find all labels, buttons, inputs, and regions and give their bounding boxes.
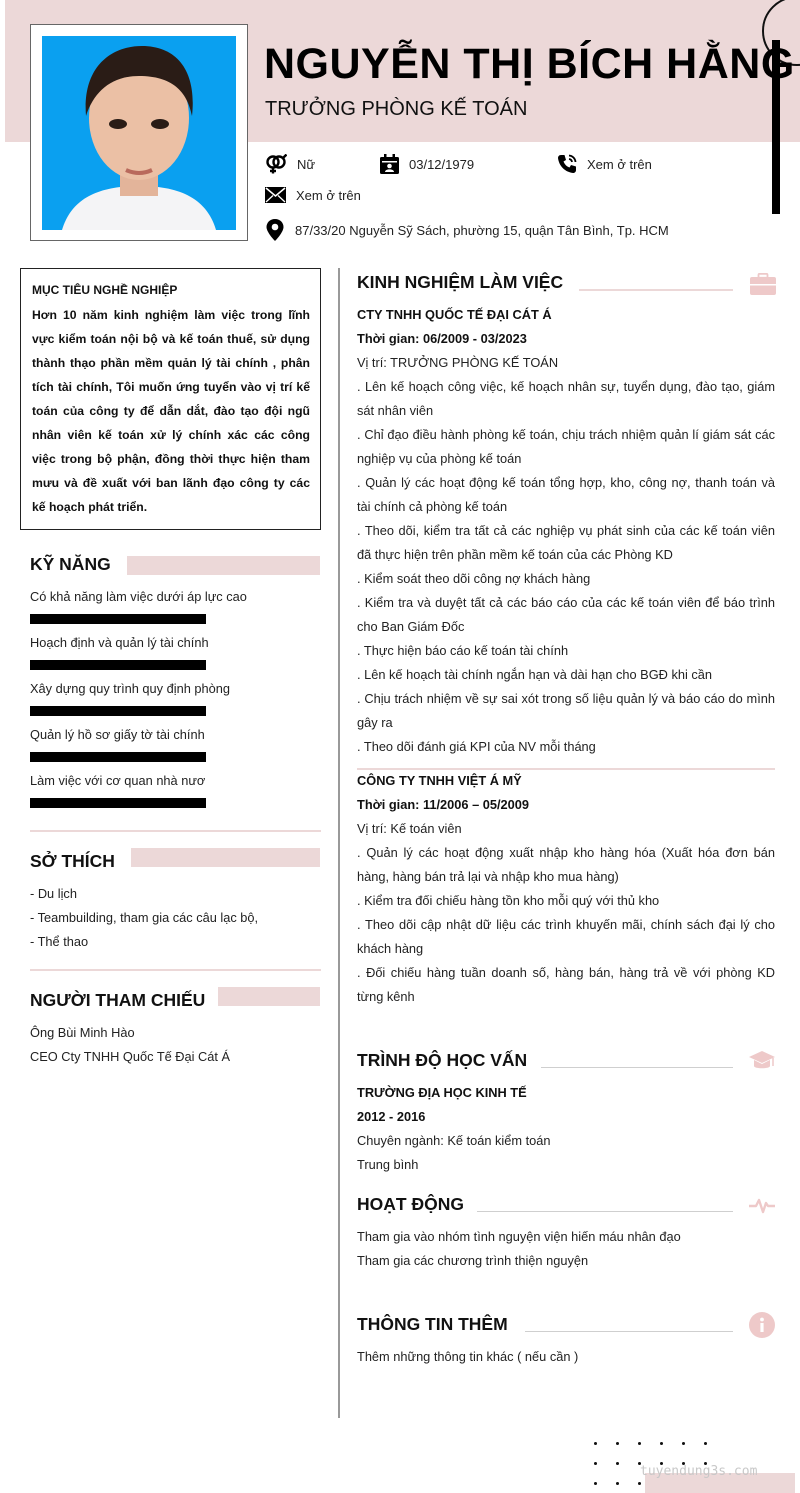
pulse-icon (749, 1197, 775, 1215)
skill-level-bar (30, 798, 206, 808)
education-grade: Trung bình (357, 1157, 419, 1172)
career-objective-text: Hơn 10 năm kinh nghiệm làm việc trong lĩnh vực kiểm toán nội bộ và kế toán thuế, sử dụng thành thạo phần mềm quản lý tài chính , phân tích tài chính, Tôi muốn ứng tuyển vào vị trí kế toán của công ty để dẫn dắt, đào tạo đội ngũ nhân viên kế toán xử lý chính xác các công việc trong bộ phận, đồng thời thực hiện tham mưu và đề xuất với ban lãnh đạo công ty các kế hoạch phát triển. (32, 308, 310, 514)
references-title-bar (218, 987, 320, 1006)
education-major: Chuyên ngành: Kế toán kiểm toán (357, 1133, 551, 1148)
job-duty: . Kiểm tra đối chiếu hàng tồn kho mỗi quý với thủ kho (357, 893, 660, 908)
job-duty: . Theo dõi đánh giá KPI của NV mỗi tháng (357, 739, 596, 754)
job-duty: . Quản lý các hoạt động kế toán tổng hợp, kho, công nợ, thanh toán và tài chính cả phòng kế toán (357, 475, 775, 514)
skill-level-bar (30, 706, 206, 716)
candidate-name: NGUYỄN THỊ BÍCH HẰNG (264, 40, 795, 88)
phone-info (557, 154, 652, 174)
skill-label: Quản lý hồ sơ giấy tờ tài chính (30, 727, 205, 742)
job-duty: . Thực hiện báo cáo kế toán tài chính (357, 643, 569, 658)
section-divider (30, 969, 321, 971)
birthday-text: 03/12/1979 (409, 156, 475, 172)
job-duty: . Kiểm soát theo dõi công nợ khách hàng (357, 571, 591, 586)
career-objective-box (20, 268, 321, 530)
activity-item: Tham gia vào nhóm tình nguyện viện hiến máu nhân đạo (357, 1229, 681, 1244)
briefcase-icon (750, 273, 776, 295)
reference-position: CEO Cty TNHH Quốc Tế Đại Cát Á (30, 1049, 231, 1064)
profile-photo (42, 36, 236, 230)
job-duty: . Đối chiếu hàng tuần doanh số, hàng bán, hàng trả về với phòng KD từng kênh (357, 965, 775, 1004)
email-text: Xem ở trên (296, 187, 361, 203)
gender-text: Nữ (297, 156, 316, 172)
education-title-line (541, 1067, 733, 1068)
hobby-item: - Teambuilding, tham gia các câu lạc bộ, (30, 910, 259, 925)
skills-title: KỸ NĂNG (30, 554, 111, 574)
reference-name: Ông Bùi Minh Hào (30, 1025, 135, 1040)
hobbies-title: SỞ THÍCH (30, 851, 115, 871)
info-icon (749, 1312, 775, 1338)
additional-info-title: THÔNG TIN THÊM (357, 1314, 508, 1334)
activities-title-line (477, 1211, 733, 1212)
job-duty: . Chịu trách nhiệm về sự sai xót trong số liệu quản lý và báo cáo do mình gây ra (357, 691, 775, 730)
portrait-illustration (42, 36, 236, 230)
envelope-icon (265, 187, 286, 203)
additional-info-title-line (525, 1331, 733, 1332)
job-period: Thời gian: 06/2009 - 03/2023 (357, 331, 527, 346)
section-divider (30, 830, 321, 832)
skill-label: Có khả năng làm việc dưới áp lực cao (30, 589, 247, 604)
birthday-info (380, 154, 474, 174)
job-duty: . Kiểm tra và duyệt tất cả các báo cáo của các kế toán viên để báo trình cho Ban Giám Đốc (357, 595, 775, 634)
skill-label: Làm việc với cơ quan nhà nươ (30, 773, 206, 788)
additional-info-text: Thêm những thông tin khác ( nếu cần ) (357, 1349, 579, 1364)
job-position: Vị trí: TRƯỞNG PHÒNG KẾ TOÁN (357, 355, 559, 370)
education-title: TRÌNH ĐỘ HỌC VẤN (357, 1050, 528, 1070)
hobby-item: - Thể thao (30, 934, 89, 949)
job-duty: . Lên kế hoạch tài chính ngắn hạn và dài hạn cho BGĐ khi cần (357, 667, 713, 682)
watermark: tuyendung3s.com (640, 1464, 758, 1479)
graduation-cap-icon (749, 1051, 775, 1071)
hobby-item: - Du lịch (30, 886, 77, 901)
activities-title: HOẠT ĐỘNG (357, 1194, 464, 1214)
experience-title-line (579, 289, 733, 291)
job-duty: . Theo dõi, kiểm tra tất cả các nghiệp vụ phát sinh của các kế toán viên đã thực hiện trên phần mềm kế toán của các Phòng KD (357, 523, 775, 562)
gender-icon (265, 154, 287, 174)
job-duty: . Theo dõi cập nhật dữ liệu các trình khuyến mãi, chính sách đại lý cho khách hàng (357, 917, 775, 956)
hobbies-title-bar (131, 848, 320, 867)
address-info (265, 219, 669, 241)
skill-label: Xây dựng quy trình quy định phòng (30, 681, 230, 696)
skill-level-bar (30, 660, 206, 670)
phone-icon (557, 154, 577, 174)
email-info (265, 187, 361, 203)
calendar-icon (380, 154, 399, 174)
job-period: Thời gian: 11/2006 – 05/2009 (357, 797, 530, 812)
location-pin-icon (265, 219, 285, 241)
skill-level-bar (30, 752, 206, 762)
education-school: TRƯỜNG ĐỊA HỌC KINH TẾ (357, 1085, 527, 1100)
job-duty: . Chỉ đạo điều hành phòng kế toán, chịu trách nhiệm quản lí giám sát các nghiệp vụ của phòng kế toán (357, 427, 775, 466)
skill-label: Hoạch định và quản lý tài chính (30, 635, 209, 650)
skill-level-bar (30, 614, 206, 624)
column-divider (338, 268, 340, 1418)
job-divider (357, 768, 775, 770)
phone-text: Xem ở trên (587, 156, 652, 172)
skills-title-bar (127, 556, 320, 575)
references-title: NGƯỜI THAM CHIẾU (30, 990, 206, 1010)
gender-info (265, 154, 315, 174)
job-company: CTY TNHH QUỐC TẾ ĐẠI CÁT Á (357, 307, 552, 322)
candidate-job-title: TRƯỞNG PHÒNG KẾ TOÁN (265, 98, 528, 120)
job-position: Vị trí: Kế toán viên (357, 821, 462, 836)
address-text: 87/33/20 Nguyễn Sỹ Sách, phường 15, quận Tân Bình, Tp. HCM (295, 222, 669, 238)
job-duty: . Lên kế hoạch công việc, kế hoạch nhân sự, tuyển dụng, đào tạo, giám sát nhân viên (357, 379, 775, 418)
job-company: CÔNG TY TNHH VIỆT Á MỸ (357, 773, 522, 788)
education-years: 2012 - 2016 (357, 1109, 426, 1124)
career-objective-title: MỤC TIÊU NGHỀ NGHIỆP (32, 283, 178, 297)
profile-photo-frame (30, 24, 248, 241)
experience-title: KINH NGHIỆM LÀM VIỆC (357, 272, 564, 292)
activity-item: Tham gia các chương trình thiện nguyện (357, 1253, 589, 1268)
job-duty: . Quản lý các hoạt động xuất nhập kho hàng hóa (Xuất hóa đơn bán hàng, hàng bán trả lại và nhập kho mua hàng) (357, 845, 775, 884)
